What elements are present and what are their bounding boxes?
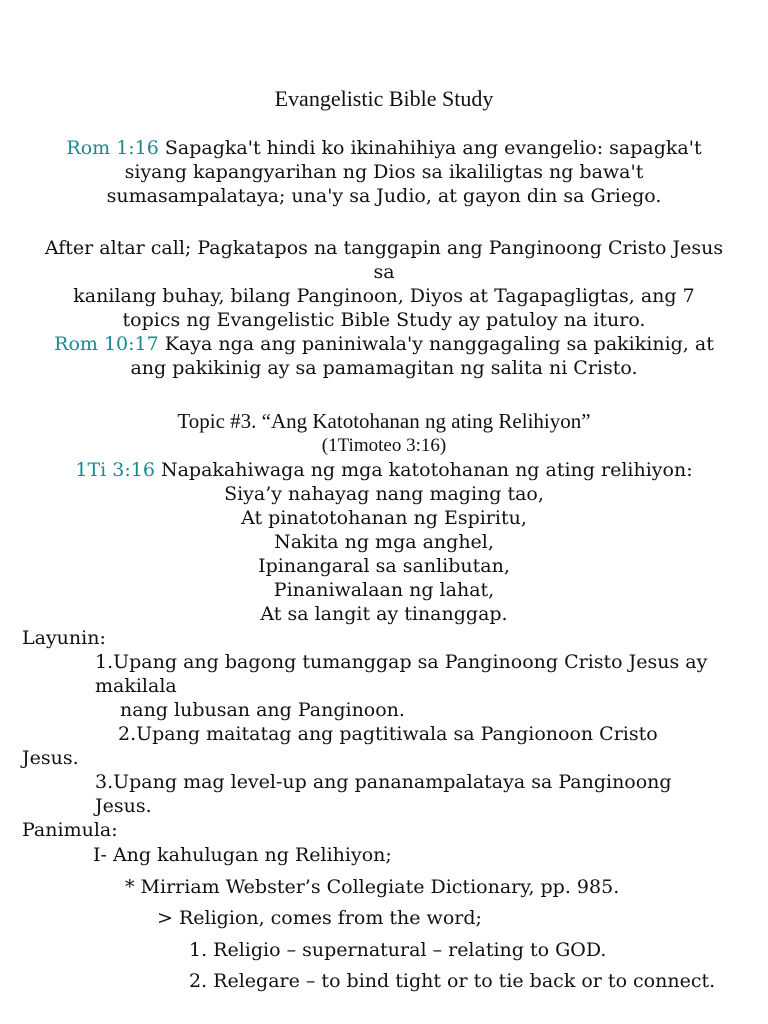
tim-3-16-line-1: [0, 458, 768, 482]
layunin-item-3-cont: Jesus.: [95, 795, 152, 817]
verse-line: Siya’y nahayag nang maging tao,: [224, 483, 544, 505]
document-title: Evangelistic Bible Study: [274, 86, 494, 111]
rom-1-16-line-1: [0, 136, 768, 160]
verse-text: Sapagka't hindi ko ikinahihiya ang evangelio: sapagka't: [158, 137, 702, 159]
after-altar-line-2: sa: [373, 261, 395, 283]
panimula-heading: Panimula:: [22, 819, 118, 841]
layunin-item-1-cont: makilala: [95, 675, 177, 697]
rom-10-17-line-1: [0, 332, 768, 356]
rom-10-17-line-2: ang pakikinig ay sa pamamagitan ng salita ni Cristo.: [130, 357, 638, 379]
verse-line: At pinatotohanan ng Espiritu,: [241, 507, 527, 529]
layunin-item-2: 2.Upang maitatag ang pagtitiwala sa Pangionoon Cristo: [118, 723, 658, 745]
after-altar-line-1: After altar call; Pagkatapos na tanggapin ang Panginoong Cristo Jesus: [44, 237, 724, 259]
verse-ref-1ti-3-16[interactable]: 1Ti 3:16: [75, 459, 155, 481]
panimula-section: I- Ang kahulugan ng Relihiyon;: [93, 844, 392, 866]
panimula-source: * Mirriam Webster’s Collegiate Dictionary, pp. 985.: [125, 876, 620, 898]
rom-1-16-line-2: siyang kapangyarihan ng Dios sa ikaliligtas ng bawa't: [124, 161, 644, 183]
layunin-heading: Layunin:: [22, 627, 106, 649]
rom-1-16-line-3: sumasampalataya; una'y sa Judio, at gayon din sa Griego.: [106, 185, 662, 207]
verse-line: Ipinangaral sa sanlibutan,: [258, 555, 510, 577]
layunin-item-1-cont: nang lubusan ang Panginoon.: [120, 699, 405, 721]
verse-line: At sa langit ay tinanggap.: [260, 603, 508, 625]
panimula-meaning-1: 1. Religio – supernatural – relating to GOD.: [189, 939, 607, 961]
topic-reference: (1Timoteo 3:16): [321, 435, 447, 456]
layunin-item-2-cont: Jesus.: [22, 747, 79, 769]
layunin-item-1: 1.Upang ang bagong tumanggap sa Panginoong Cristo Jesus ay: [95, 651, 708, 673]
verse-line: Pinaniwalaan ng lahat,: [273, 579, 495, 601]
verse-ref-rom-10-17[interactable]: Rom 10:17: [54, 333, 159, 355]
verse-ref-rom-1-16[interactable]: Rom 1:16: [66, 137, 159, 159]
after-altar-line-3: kanilang buhay, bilang Panginoon, Diyos at Tagapagligtas, ang 7: [73, 285, 695, 307]
topic-heading: Topic #3. “Ang Katotohanan ng ating Relihiyon”: [177, 409, 591, 433]
verse-text: Napakahiwaga ng mga katotohanan ng ating relihiyon:: [154, 459, 693, 481]
verse-line: Nakita ng mga anghel,: [274, 531, 494, 553]
panimula-word-intro: > Religion, comes from the word;: [157, 907, 482, 929]
after-altar-line-4: topics ng Evangelistic Bible Study ay patuloy na ituro.: [122, 309, 646, 331]
verse-text: Kaya nga ang paniniwala'y nanggagaling sa pakikinig, at: [158, 333, 714, 355]
layunin-item-3: 3.Upang mag level-up ang pananampalataya sa Panginoong: [95, 771, 672, 793]
panimula-meaning-2: 2. Relegare – to bind tight or to tie back or to connect.: [189, 970, 716, 992]
